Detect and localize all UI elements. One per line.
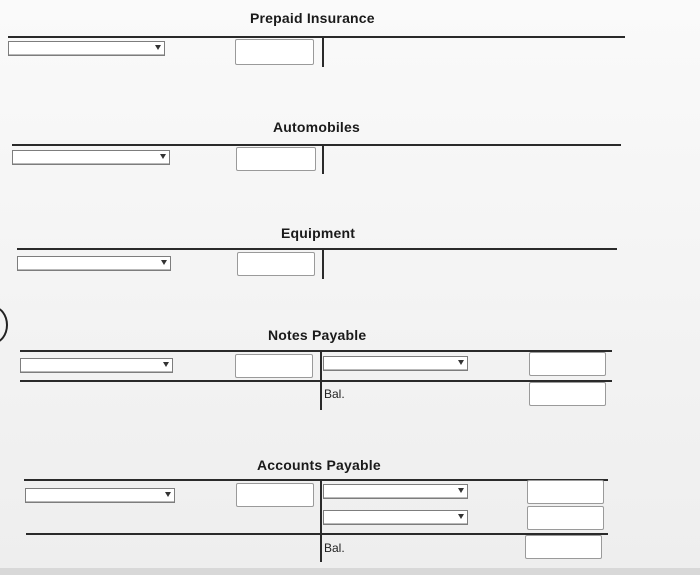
t-account-top-line: [24, 479, 608, 481]
debit-account-select[interactable]: [8, 41, 165, 56]
chevron-down-icon: [458, 488, 464, 493]
debit-amount-input[interactable]: [237, 252, 315, 276]
debit-account-select[interactable]: [12, 150, 170, 165]
account-title: Prepaid Insurance: [250, 10, 375, 26]
t-account-center-line: [322, 249, 324, 279]
credit-amount-input-2[interactable]: [527, 506, 604, 530]
chevron-down-icon: [458, 514, 464, 519]
account-title: Equipment: [281, 225, 356, 241]
t-account-center-line: [320, 351, 322, 410]
balance-amount-input[interactable]: [525, 535, 602, 559]
t-account-top-line: [17, 248, 617, 250]
page-bottom-edge: [0, 568, 700, 575]
account-title: Notes Payable: [268, 327, 367, 343]
partial-circle-marker: [0, 306, 8, 344]
chevron-down-icon: [458, 360, 464, 365]
t-account-top-line: [12, 144, 621, 146]
chevron-down-icon: [163, 362, 169, 367]
debit-amount-input[interactable]: [235, 354, 313, 378]
debit-account-select[interactable]: [20, 358, 173, 373]
balance-amount-input[interactable]: [529, 382, 606, 406]
balance-label: Bal.: [324, 541, 345, 555]
t-account-center-line: [320, 480, 322, 562]
debit-amount-input[interactable]: [236, 483, 314, 507]
chevron-down-icon: [161, 260, 167, 265]
account-title: Accounts Payable: [257, 457, 381, 473]
credit-amount-input[interactable]: [527, 480, 604, 504]
chevron-down-icon: [155, 45, 161, 50]
balance-label: Bal.: [324, 387, 345, 401]
chevron-down-icon: [165, 492, 171, 497]
debit-account-select[interactable]: [17, 256, 171, 271]
t-account-balance-line: [20, 380, 612, 382]
credit-account-select[interactable]: [323, 484, 468, 499]
credit-account-select[interactable]: [323, 356, 468, 371]
debit-account-select[interactable]: [25, 488, 175, 503]
t-account-top-line: [20, 350, 612, 352]
debit-amount-input[interactable]: [235, 39, 314, 65]
t-account-center-line: [322, 37, 324, 67]
t-account-center-line: [322, 145, 324, 174]
t-account-top-line: [8, 36, 625, 38]
credit-account-select-2[interactable]: [323, 510, 468, 525]
t-account-balance-line: [26, 533, 608, 535]
debit-amount-input[interactable]: [236, 147, 316, 171]
account-title: Automobiles: [273, 119, 360, 135]
chevron-down-icon: [160, 154, 166, 159]
credit-amount-input[interactable]: [529, 352, 606, 376]
